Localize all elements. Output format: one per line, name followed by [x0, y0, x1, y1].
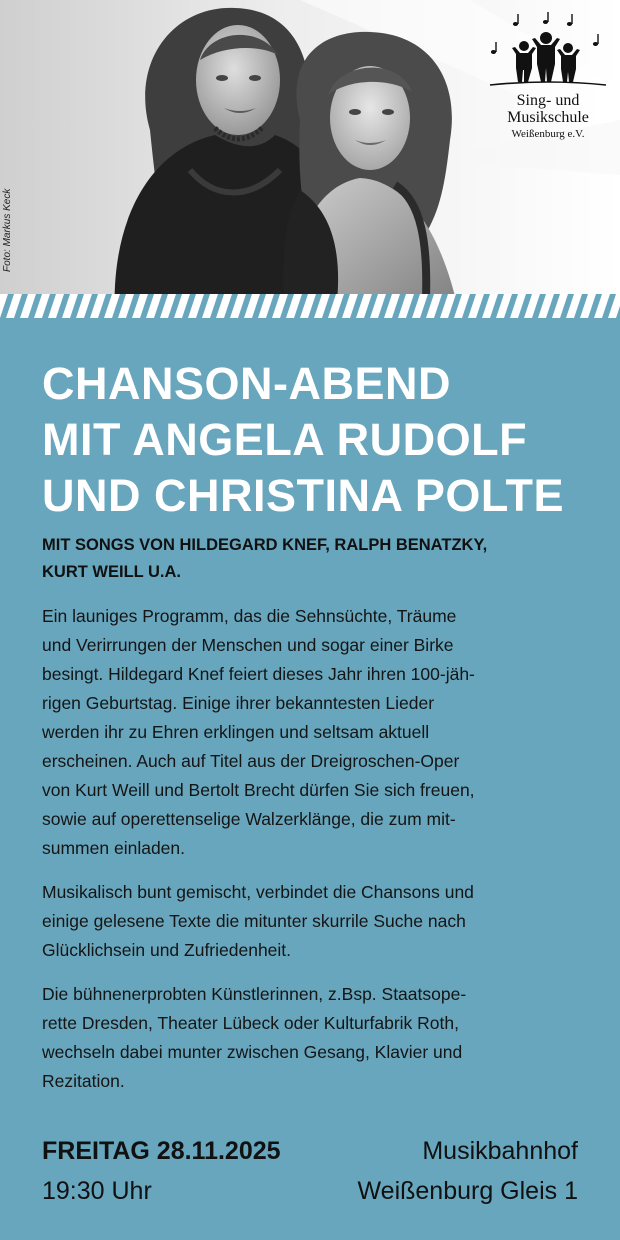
music-school-logo [486, 12, 610, 148]
p1-line: von Kurt Weill und Bertolt Brecht dürfen Sie sich freuen, [42, 780, 475, 800]
p1-line: werden ihr zu Ehren erklingen und seltsam aktuell [42, 722, 430, 742]
title-line-2: MIT ANGELA RUDOLF [42, 414, 528, 465]
description-paragraph-1 [42, 602, 587, 863]
p2-line: Musikalisch bunt gemischt, verbindet die Chansons und [42, 882, 474, 902]
p1-line: summen einladen. [42, 838, 185, 858]
p2-line: einige gelesene Texte die mitunter skurrile Suche nach [42, 911, 466, 931]
logo-line-3: Weißenburg e.V. [511, 128, 585, 140]
logo-line-2: Musikschule [507, 109, 589, 126]
p3-line: wechseln dabei munter zwischen Gesang, Klavier und [42, 1042, 463, 1062]
p1-line: erscheinen. Auch auf Titel aus der Dreigroschen-Oper [42, 751, 460, 771]
performers-photo [0, 0, 620, 318]
p1-line: sowie auf operettenselige Walzerklänge, die zum mit- [42, 809, 456, 829]
logo-line-1: Sing- und [516, 92, 580, 109]
subtitle-line-2: KURT WEILL U.A. [42, 563, 182, 581]
description-paragraph-2 [42, 878, 587, 965]
singing-figures-icon [486, 12, 610, 92]
venue-location: Weißenburg Gleis 1 [357, 1177, 578, 1205]
title-line-3: UND CHRISTINA POLTE [42, 470, 564, 521]
event-subtitle [42, 532, 602, 586]
venue-name: Musikbahnhof [422, 1137, 578, 1165]
description-paragraph-3 [42, 980, 587, 1096]
event-time: 19:30 Uhr [42, 1177, 152, 1205]
p1-line: Ein launiges Programm, das die Sehnsüchte, Träume [42, 606, 457, 626]
event-date: FREITAG 28.11.2025 [42, 1137, 281, 1165]
p1-line: besingt. Hildegard Knef feiert dieses Jahr ihren 100-jäh- [42, 664, 475, 684]
p3-line: rette Dresden, Theater Lübeck oder Kulturfabrik Roth, [42, 1013, 459, 1033]
photo-credit: Foto: Markus Keck [2, 188, 13, 272]
subtitle-line-1: MIT SONGS VON HILDEGARD KNEF, RALPH BENATZKY, [42, 536, 488, 554]
title-line-1: CHANSON-ABEND [42, 358, 451, 409]
p2-line: Glücklichsein und Zufriedenheit. [42, 940, 292, 960]
p1-line: rigen Geburtstag. Einige ihrer bekanntesten Lieder [42, 693, 435, 713]
event-title [42, 356, 602, 524]
p1-line: und Verirrungen der Menschen und sogar einer Birke [42, 635, 454, 655]
diagonal-stripe-border [0, 294, 620, 318]
p3-line: Die bühnenerprobten Künstlerinnen, z.Bsp. Staatsope- [42, 984, 467, 1004]
p3-line: Rezitation. [42, 1071, 125, 1091]
